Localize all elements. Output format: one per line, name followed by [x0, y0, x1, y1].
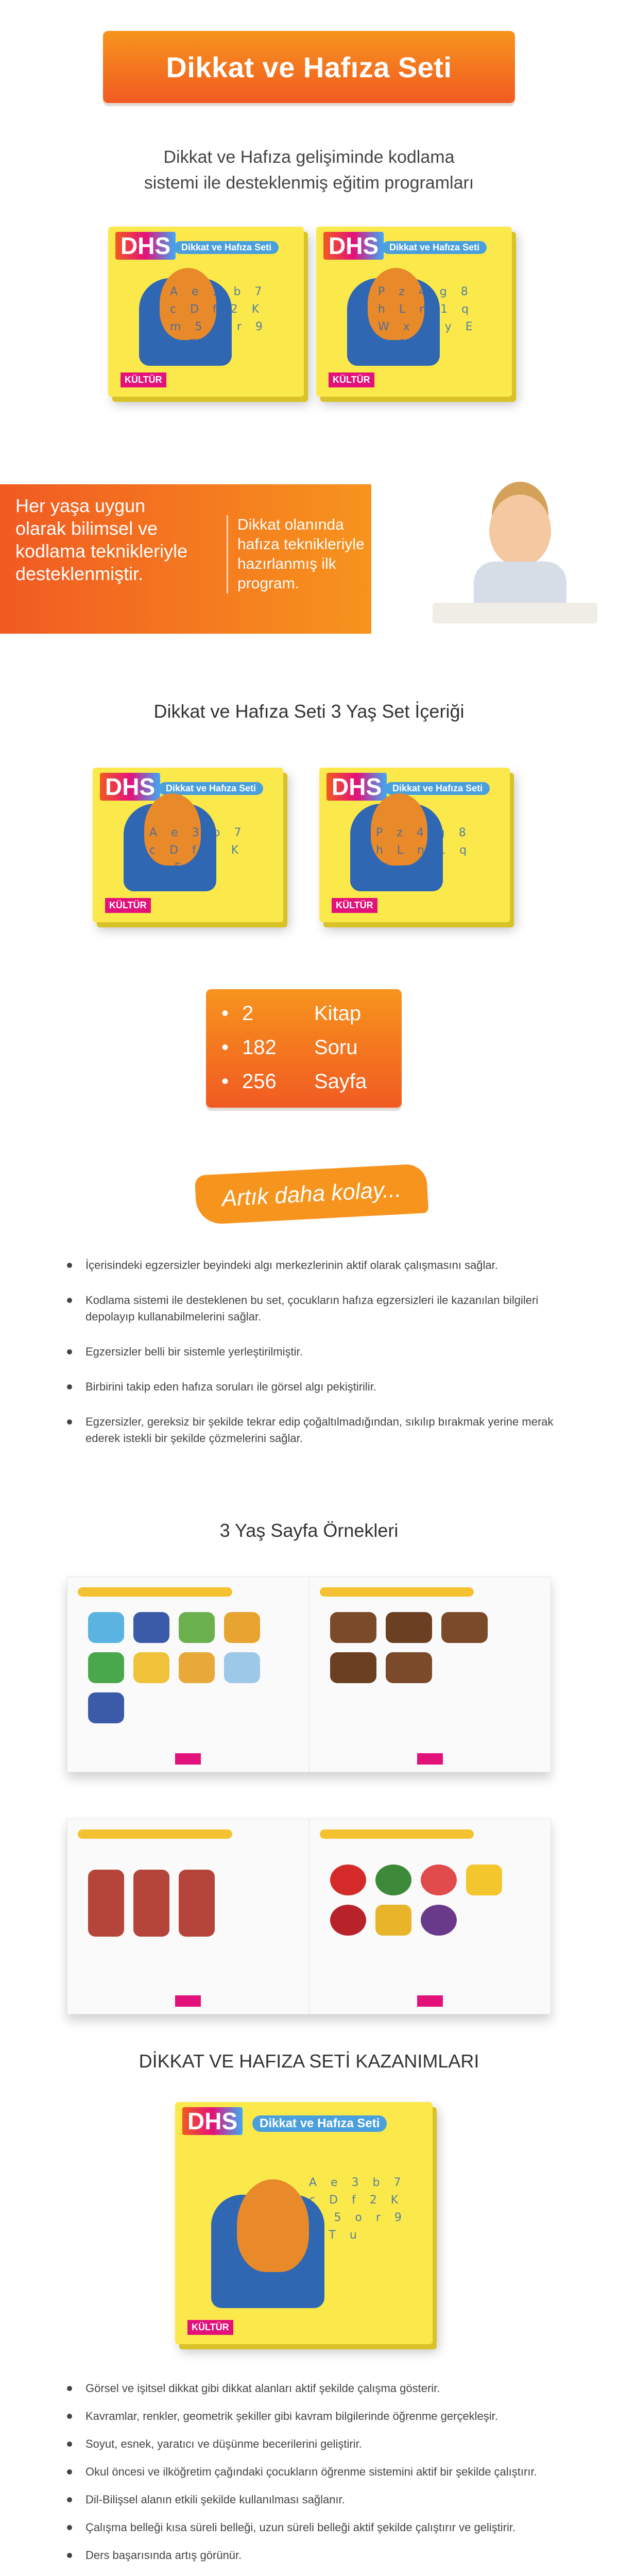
- picture-item: [421, 1865, 457, 1895]
- content-book-2: [319, 768, 510, 922]
- picture-item: [88, 1652, 124, 1683]
- sample-page: [67, 1819, 310, 2014]
- list-item: Dil-Bilişsel alanın etkili şekilde kullanılması sağlanır.: [67, 2492, 566, 2508]
- book-logo: DHS: [100, 773, 160, 801]
- book-cover-2: [316, 227, 512, 397]
- publisher-logo: KÜLTÜR: [332, 898, 377, 913]
- publisher-logo: KÜLTÜR: [105, 898, 151, 913]
- girl-head: [489, 495, 551, 567]
- sample-page: [67, 1577, 310, 1772]
- picture-grid: [78, 1839, 299, 1952]
- gains-title: DİKKAT VE HAFIZA SETİ KAZANIMLARI: [139, 2050, 479, 2072]
- stat-label: Sayfa: [314, 1070, 367, 1093]
- book-title: Dikkat ve Hafıza Seti: [252, 2115, 387, 2132]
- question-bar: [78, 1829, 232, 1839]
- stat-questions: • 182 Soru: [221, 1030, 386, 1064]
- letters-pattern: A e 3 b 7 c D f 2 K m 5: [149, 826, 247, 874]
- hero-books: [108, 227, 512, 397]
- picture-item: [88, 1870, 124, 1937]
- question-bar: [78, 1587, 232, 1597]
- picture-item: [133, 1870, 169, 1937]
- book-title: Dikkat ve Hafıza Seti: [159, 782, 263, 795]
- picture-item: [179, 1612, 215, 1643]
- stat-label: Soru: [314, 1036, 358, 1059]
- list-item: Görsel ve işitsel dikkat gibi dikkat alanları aktif şekilde çalışma gösterir.: [67, 2380, 566, 2397]
- picture-item: [466, 1865, 502, 1895]
- strip-left-text: Her yaşa uygun olarak bilimsel ve kodlama teknikleriyle desteklenmiştir.: [15, 495, 188, 584]
- list-item: Kodlama sistemi ile desteklenen bu set, çocukların hafıza egzersizleri ile kazanılan bilgileri depolayıp kullanabilmelerini sağlar.: [67, 1292, 566, 1325]
- easier-text: Artık daha kolay...: [221, 1176, 402, 1212]
- content-book-1: [93, 768, 283, 922]
- bear-illustration: [237, 2179, 309, 2272]
- book-logo: DHS: [115, 232, 176, 260]
- list-item: Ders başarısında artış görünür.: [67, 2547, 566, 2564]
- stat-pages: • 256 Sayfa: [221, 1064, 386, 1098]
- book-title: Dikkat ve Hafıza Seti: [385, 782, 490, 795]
- list-item: Kavramlar, renkler, geometrik şekiller gibi kavram bilgilerinde öğrenme gerçekleşir.: [67, 2408, 566, 2425]
- picture-item: [386, 1652, 432, 1683]
- picture-item: [133, 1652, 169, 1683]
- stat-label: Kitap: [314, 1002, 362, 1025]
- picture-item: [224, 1612, 260, 1643]
- intro-text: [51, 144, 566, 196]
- sample-page: [310, 1819, 551, 2014]
- page-number-badge: [175, 1753, 201, 1765]
- page-number-badge: [417, 1753, 443, 1765]
- table-illustration: [433, 603, 597, 623]
- page-number-badge: [417, 1995, 443, 2007]
- list-item: Egzersizler belli bir sistemle yerleştirilmiştir.: [67, 1344, 566, 1360]
- list-item: Soyut, esnek, yaratıcı ve düşünme becerilerini geliştirir.: [67, 2436, 566, 2452]
- picture-item: [330, 1612, 376, 1643]
- letters-pattern: P z 4 g 8 h L n 1 q W x 6 y E v 0 j: [378, 285, 478, 351]
- stat-value: 182: [242, 1036, 277, 1059]
- list-item: İçerisindeki egzersizler beyindeki algı merkezlerinin aktif olarak çalışmasını sağlar.: [67, 1257, 566, 1274]
- picture-item: [330, 1905, 366, 1936]
- intro-line-2: sistemi ile desteklenmiş eğitim programları: [144, 173, 474, 193]
- content-books: [93, 768, 510, 922]
- easier-banner: [195, 1163, 428, 1225]
- page-title: Dikkat ve Hafıza Seti: [166, 50, 452, 83]
- book-title: Dikkat ve Hafıza Seti: [174, 241, 279, 254]
- girl-photo: [427, 489, 597, 629]
- letters-pattern: A e 3 b 7 c D f 2 K m 5 o r 9 s T u: [170, 285, 268, 351]
- book-logo: DHS: [326, 773, 387, 801]
- list-item: Egzersizler, gereksiz bir şekilde tekrar edip çoğaltılmadığından, sıkılıp bırakmak yerine merak ederek istekli bir şekilde çözmelerini sağlar.: [67, 1414, 566, 1447]
- list-item: Çalışma belleği kısa süreli belleği, uzun süreli belleği aktif şekilde çalıştırır ve geliştirir.: [67, 2519, 566, 2536]
- book-logo: DHS: [323, 232, 384, 260]
- samples-title: 3 Yaş Sayfa Örnekleri: [219, 1520, 399, 1541]
- stats-box: [206, 989, 402, 1108]
- letters-pattern: A e 3 b 7 c D f 2 K m 5 o r 9 s T u: [309, 2176, 407, 2242]
- contents-title: Dikkat ve Hafıza Seti 3 Yaş Set İçeriği: [153, 701, 465, 722]
- picture-item: [386, 1612, 432, 1643]
- picture-item: [133, 1612, 169, 1643]
- page-number-badge: [175, 1995, 201, 2007]
- picture-item: [375, 1905, 411, 1936]
- stat-books: • 2 Kitap: [221, 996, 386, 1030]
- sample-spread-2: [67, 1819, 551, 2014]
- book-cover-1: [108, 227, 304, 397]
- sample-page: [310, 1577, 551, 1772]
- publisher-logo: KÜLTÜR: [329, 372, 374, 387]
- features-list: [67, 1257, 566, 1447]
- strip-mid-text: Dikkat olanında hafıza teknikleriyle hazırlanmış ilk program.: [227, 515, 381, 594]
- book-title: Dikkat ve Hafıza Seti: [382, 241, 487, 254]
- picture-grid: [320, 1597, 541, 1699]
- picture-item: [330, 1652, 376, 1683]
- question-bar: [320, 1587, 474, 1597]
- sample-spread-1: [67, 1577, 551, 1772]
- picture-item: [179, 1870, 215, 1937]
- picture-grid: [78, 1597, 299, 1739]
- intro-line-1: Dikkat ve Hafıza gelişiminde kodlama: [163, 147, 455, 167]
- gains-book-cover: [175, 2102, 433, 2344]
- publisher-logo: KÜLTÜR: [121, 372, 166, 387]
- stat-value: 2: [242, 1002, 254, 1025]
- book-logo: DHS: [182, 2107, 243, 2135]
- letters-pattern: P z 4 g 8 h L n 1 q W x: [376, 826, 472, 874]
- picture-item: [375, 1865, 411, 1895]
- picture-item: [224, 1652, 260, 1683]
- picture-item: [179, 1652, 215, 1683]
- picture-grid: [320, 1839, 541, 1951]
- publisher-logo: KÜLTÜR: [187, 2320, 233, 2335]
- list-item: Birbirini takip eden hafıza soruları ile görsel algı pekiştirilir.: [67, 1379, 566, 1395]
- header-banner: [103, 31, 515, 103]
- picture-item: [88, 1612, 124, 1643]
- picture-item: [441, 1612, 488, 1643]
- stat-value: 256: [242, 1070, 277, 1093]
- question-bar: [320, 1829, 474, 1839]
- picture-item: [88, 1692, 124, 1723]
- gains-list: [67, 2380, 566, 2576]
- picture-item: [330, 1865, 366, 1895]
- list-item: Okul öncesi ve ilköğretim çağındaki çocukların öğrenme sistemini aktif bir şekilde çalıştırır.: [67, 2464, 566, 2480]
- picture-item: [421, 1905, 457, 1936]
